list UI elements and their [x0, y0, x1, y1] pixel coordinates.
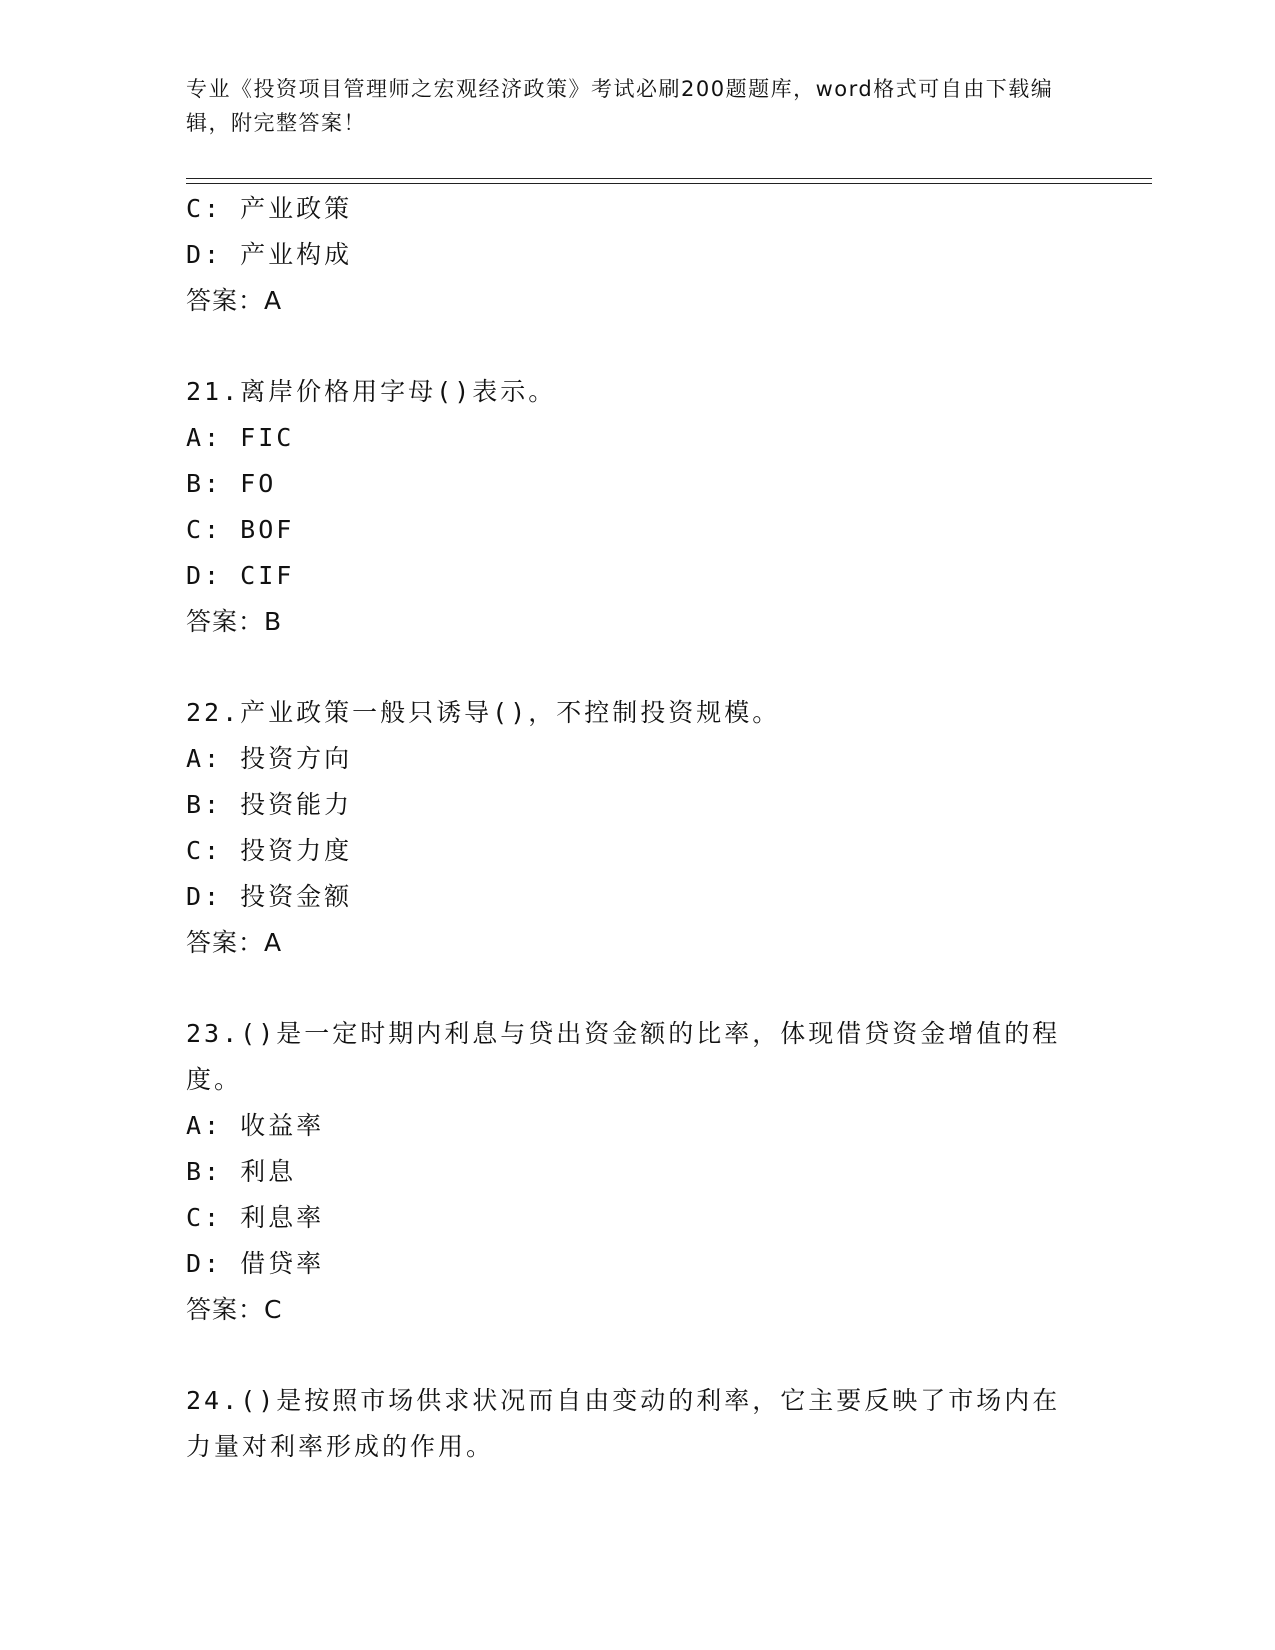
option-b: B: 利息: [186, 1157, 297, 1186]
answer-line: 答案：B: [186, 607, 283, 636]
question-text: 23.()是一定时期内利息与贷出资金额的比率，体现借贷资金增值的程度。: [186, 1019, 1061, 1094]
header-rule-top: [186, 178, 1152, 179]
question-content: [186, 186, 1086, 1470]
question-block-24: [186, 1378, 1086, 1470]
option-d: D: CIF: [186, 561, 295, 590]
question-spacer: [186, 966, 1086, 1011]
question-spacer: [186, 1333, 1086, 1378]
question-text: 22.产业政策一般只诱导()，不控制投资规模。: [186, 698, 781, 727]
header-title: 专业《投资项目管理师之宏观经济政策》考试必刷200题题库，word格式可自由下载编辑，附完整答案！: [186, 77, 1054, 135]
document-header: [186, 72, 1076, 140]
option-d: D: 投资金额: [186, 882, 353, 911]
option-b: B: FO: [186, 469, 277, 498]
option-c: C: 投资力度: [186, 836, 353, 865]
option-c: C: 利息率: [186, 1203, 325, 1232]
header-rule-bottom: [186, 183, 1152, 184]
option-a: A: FIC: [186, 423, 295, 452]
option-a: A: 收益率: [186, 1111, 325, 1140]
answer-line: 答案：A: [186, 286, 283, 315]
option-a: A: 投资方向: [186, 744, 353, 773]
question-text: 21.离岸价格用字母()表示。: [186, 377, 557, 406]
answer-line: 答案：A: [186, 928, 283, 957]
option-b: B: 投资能力: [186, 790, 353, 819]
option-c: C: BOF: [186, 515, 295, 544]
question-block-21: [186, 369, 1086, 645]
answer-line: 答案：C: [186, 1295, 283, 1324]
option-d: D: 借贷率: [186, 1249, 325, 1278]
question-spacer: [186, 324, 1086, 369]
option-d: D: 产业构成: [186, 240, 353, 269]
option-c: C: 产业政策: [186, 194, 353, 223]
question-spacer: [186, 645, 1086, 690]
question-block-22: [186, 690, 1086, 966]
question-text: 24.()是按照市场供求状况而自由变动的利率，它主要反映了市场内在力量对利率形成的作用。: [186, 1386, 1061, 1461]
question-block-23: [186, 1011, 1086, 1333]
question-block-20-tail: [186, 186, 1086, 324]
